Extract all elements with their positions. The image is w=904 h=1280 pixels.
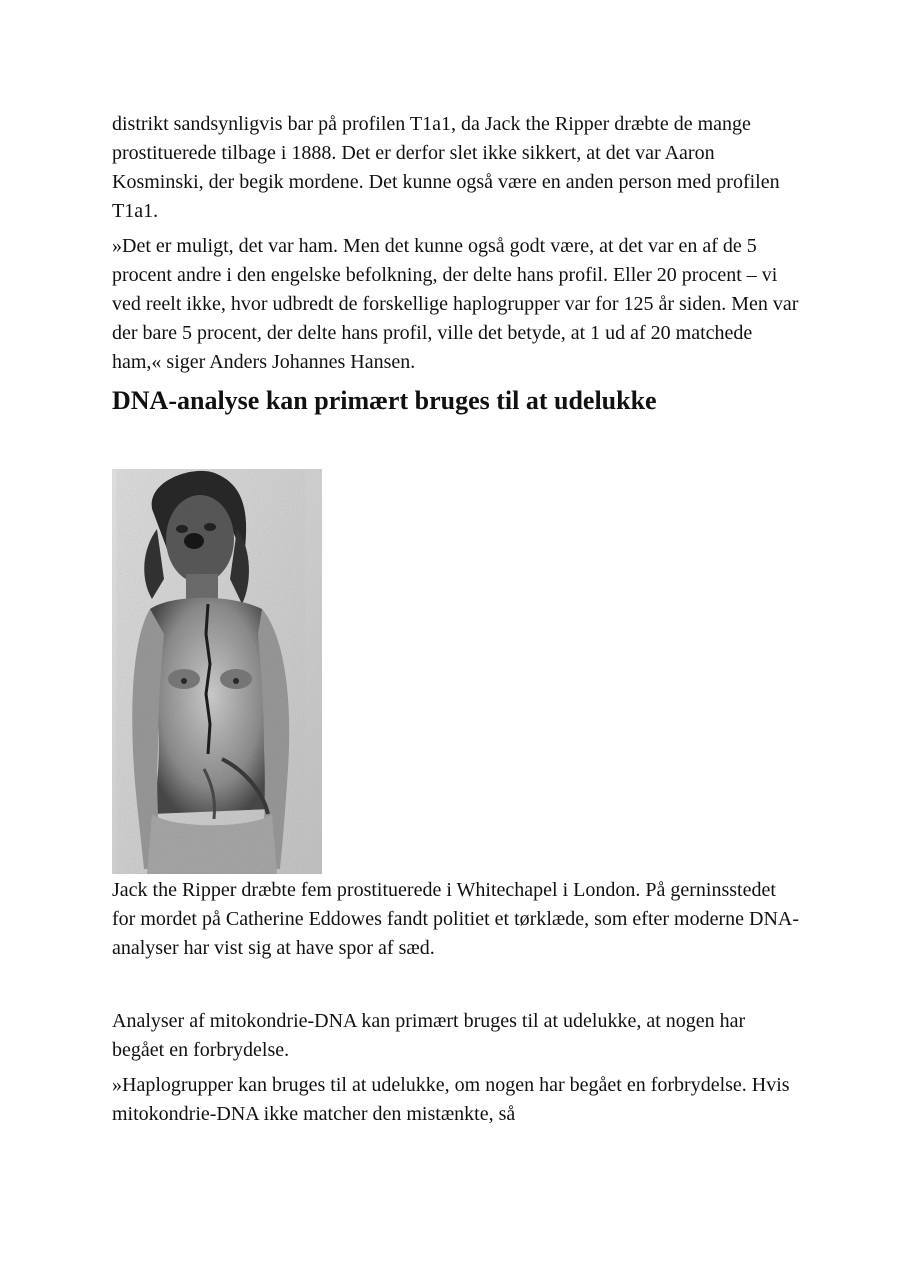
article-body (112, 110, 802, 1129)
paragraph-hansen-quote: »Det er muligt, det var ham. Men det kunne også godt være, at det var en af de 5 procent andre i den engelske befolkning, der delte hans profil. Eller 20 procent – vi ved reelt ikke, hvor udbredt de forskellige haplogrupper var for 125 år siden. Men var der bare 5 procent, der delte hans profil, ville det betyde, at 1 ud af 20 matchede ham,« siger Anders Johannes Hansen. (112, 235, 799, 373)
paragraph-haplogroups-quote: »Haplogrupper kan bruges til at udelukke, om nogen har begået en forbrydelse. Hvis mitokondrie-DNA ikke matcher den mistænkte, så (112, 1074, 790, 1125)
victim-photo (112, 469, 322, 874)
paragraph-kosminski-profile: distrikt sandsynligvis bar på profilen T1a1, da Jack the Ripper dræbte de mange prostituerede tilbage i 1888. Det er derfor slet ikke sikkert, at det var Aaron Kosminski, der begik mordene. Det kunne også være en anden person med profilen T1a1. (112, 113, 780, 222)
paragraph-mitochondria: Analyser af mitokondrie-DNA kan primært bruges til at udelukke, at nogen har begået en forbrydelse. (112, 1010, 746, 1061)
photo-caption: Jack the Ripper dræbte fem prostituerede i Whitechapel i London. På gerninsstedet for mordet på Catherine Eddowes fandt politiet et tørklæde, som efter moderne DNA-analyser har vist sig at have spor af sæd. (112, 879, 800, 959)
section-heading: DNA-analyse kan primært bruges til at udelukke (112, 386, 657, 415)
